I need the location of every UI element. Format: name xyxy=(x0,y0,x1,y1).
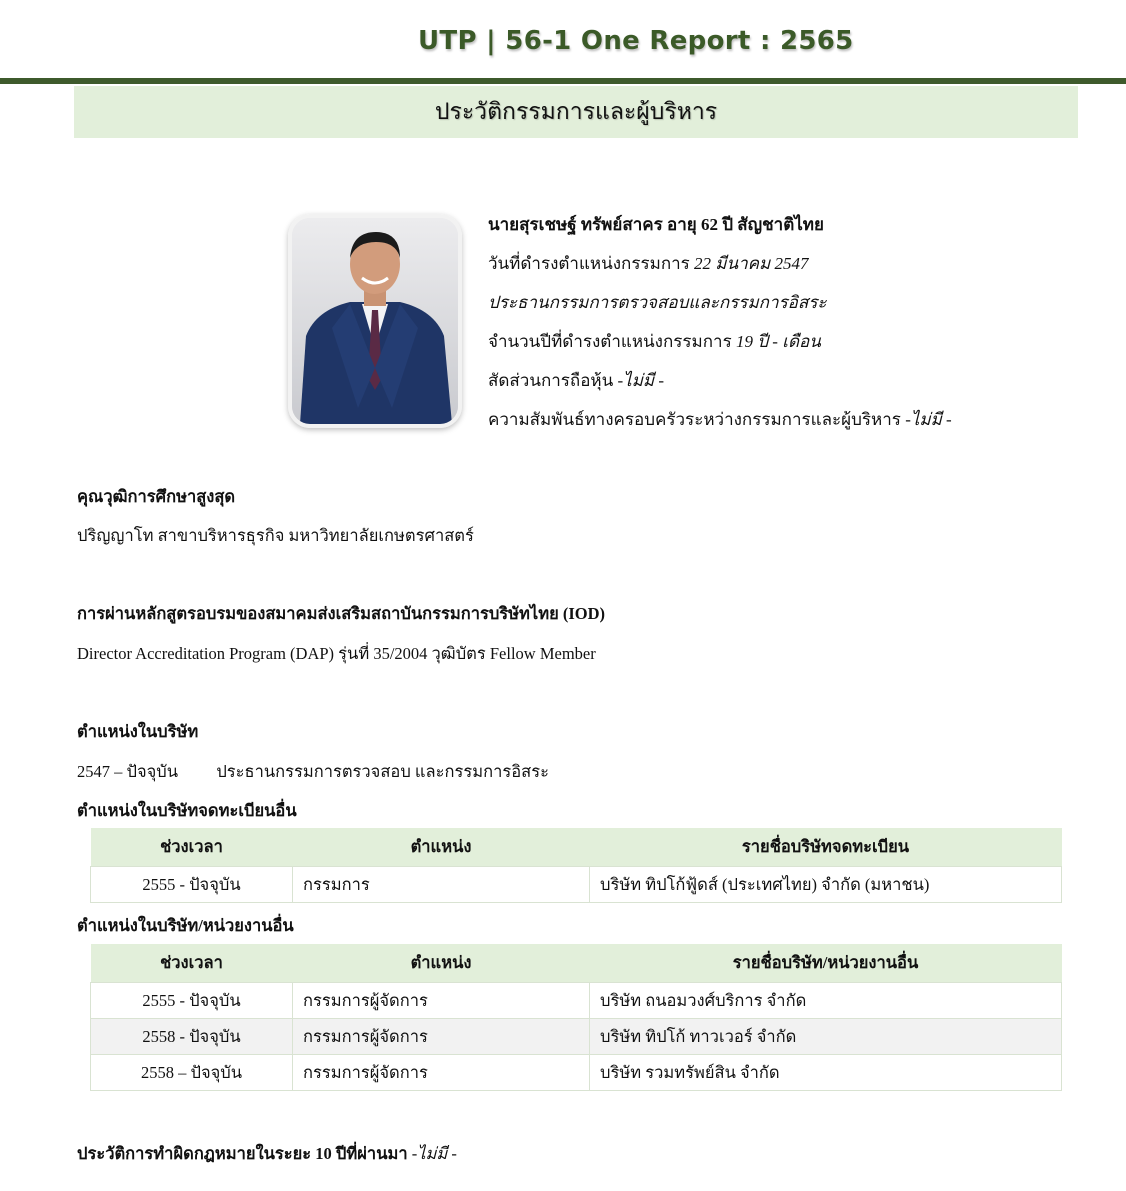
listed-companies-heading: ตำแหน่งในบริษัทจดทะเบียนอื่น xyxy=(77,801,297,820)
period-cell: 2558 - ปัจจุบัน xyxy=(91,1019,293,1055)
family-relation-label: ความสัมพันธ์ทางครอบครัวระหว่างกรรมการและผู้บริหาร xyxy=(488,410,901,429)
period-cell: 2558 – ปัจจุบัน xyxy=(91,1055,293,1091)
table-row xyxy=(91,867,1062,903)
legal-record-line xyxy=(77,1141,457,1167)
shareholding-label: สัดส่วนการถือหุ้น xyxy=(488,371,614,390)
column-header: ตำแหน่ง xyxy=(293,828,590,867)
company-cell: บริษัท รวมทรัพย์สิน จำกัด xyxy=(590,1055,1062,1091)
column-header: ช่วงเวลา xyxy=(91,828,293,867)
role-cell: กรรมการผู้จัดการ xyxy=(293,1019,590,1055)
director-name-line: นายสุรเชษฐ์ ทรัพย์สาคร อายุ 62 ปี สัญชาติไทย xyxy=(488,215,824,234)
table-header-row xyxy=(91,944,1062,983)
header-divider xyxy=(0,78,1126,84)
director-position: ประธานกรรมการตรวจสอบและกรรมการอิสระ xyxy=(488,293,827,312)
period-cell: 2555 - ปัจจุบัน xyxy=(91,867,293,903)
role-cell: กรรมการผู้จัดการ xyxy=(293,1055,590,1091)
company-position-role: ประธานกรรมการตรวจสอบ และกรรมการอิสระ xyxy=(216,762,549,781)
company-cell: บริษัท ทิปโก้ฟู้ดส์ (ประเทศไทย) จำกัด (มหาชน) xyxy=(590,867,1062,903)
report-title: UTP | 56-1 One Report : 2565 xyxy=(418,26,854,56)
appointment-value: 22 มีนาคม 2547 xyxy=(694,254,809,273)
company-position-heading: ตำแหน่งในบริษัท xyxy=(77,722,199,741)
family-relation-line xyxy=(488,400,952,439)
iod-heading: การผ่านหลักสูตรอบรมของสมาคมส่งเสริมสถาบันกรรมการบริษัทไทย (IOD) xyxy=(77,604,606,623)
column-header: ตำแหน่ง xyxy=(293,944,590,983)
company-cell: บริษัท ถนอมวงศ์บริการ จำกัด xyxy=(590,983,1062,1019)
legal-record-value: -ไม่มี - xyxy=(411,1144,457,1163)
shareholding-value: -ไม่มี - xyxy=(617,371,665,390)
director-portrait-image xyxy=(292,218,458,424)
section-banner xyxy=(74,86,1078,138)
shareholding-line xyxy=(488,361,952,400)
column-header: ช่วงเวลา xyxy=(91,944,293,983)
education-heading: คุณวุฒิการศึกษาสูงสุด xyxy=(77,487,236,506)
company-position-row xyxy=(77,759,549,785)
table-row xyxy=(91,1019,1062,1055)
education-text: ปริญญาโท สาขาบริหารธุรกิจ มหาวิทยาลัยเกษตรศาสตร์ xyxy=(77,526,474,545)
other-companies-heading: ตำแหน่งในบริษัท/หน่วยงานอื่น xyxy=(77,916,294,935)
table-row xyxy=(91,983,1062,1019)
other-companies-table xyxy=(90,944,1062,1091)
company-position-period: 2547 – ปัจจุบัน xyxy=(77,762,179,781)
column-header: รายชื่อบริษัท/หน่วยงานอื่น xyxy=(590,944,1062,983)
report-header xyxy=(0,0,1126,80)
appointment-label: วันที่ดำรงตำแหน่งกรรมการ xyxy=(488,254,690,273)
role-cell: กรรมการ xyxy=(293,867,590,903)
director-profile xyxy=(488,205,952,439)
company-cell: บริษัท ทิปโก้ ทาวเวอร์ จำกัด xyxy=(590,1019,1062,1055)
period-cell: 2555 - ปัจจุบัน xyxy=(91,983,293,1019)
tenure-value: 19 ปี - เดือน xyxy=(735,332,821,351)
role-cell: กรรมการผู้จัดการ xyxy=(293,983,590,1019)
iod-text: Director Accreditation Program (DAP) รุ่นที่ 35/2004 วุฒิบัตร Fellow Member xyxy=(77,644,596,663)
appointment-date-line xyxy=(488,244,952,283)
table-row xyxy=(91,1055,1062,1091)
director-photo xyxy=(288,214,462,428)
column-header: รายชื่อบริษัทจดทะเบียน xyxy=(590,828,1062,867)
legal-record-label: ประวัติการทำผิดกฎหมายในระยะ 10 ปีที่ผ่านมา xyxy=(77,1144,408,1163)
listed-companies-table xyxy=(90,828,1062,903)
table-header-row xyxy=(91,828,1062,867)
family-relation-value: -ไม่มี - xyxy=(905,410,952,429)
tenure-label: จำนวนปีที่ดำรงตำแหน่งกรรมการ xyxy=(488,332,732,351)
tenure-line xyxy=(488,322,952,361)
section-title: ประวัติกรรมการและผู้บริหาร xyxy=(434,99,718,124)
